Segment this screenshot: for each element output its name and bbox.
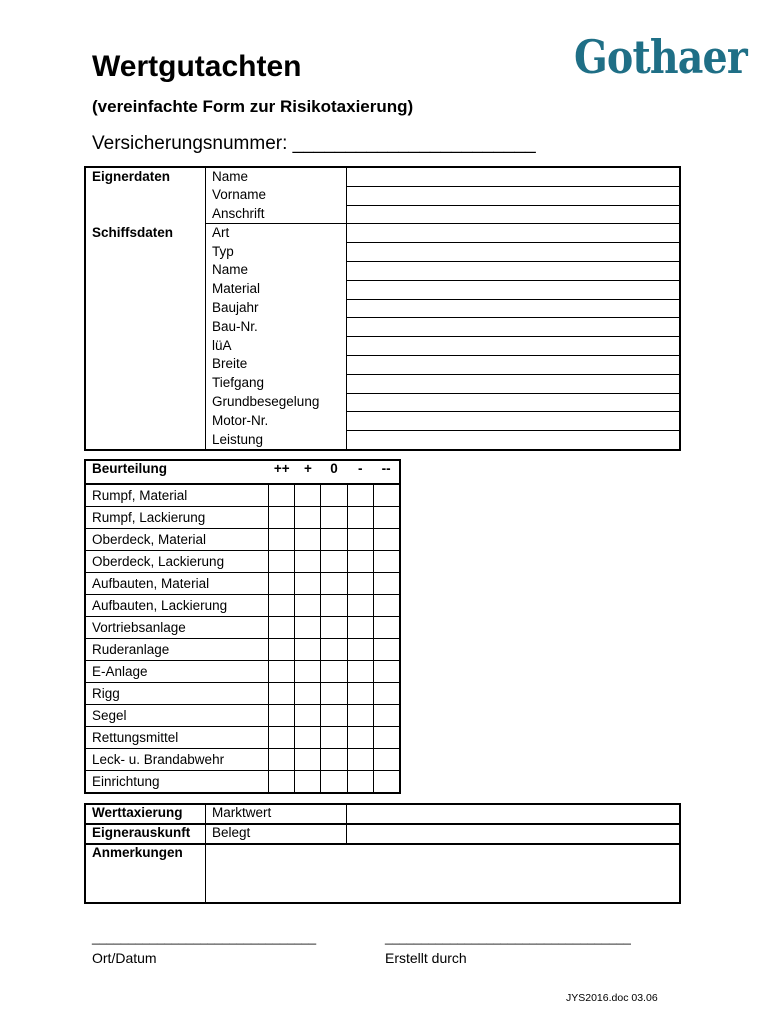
rating-checkbox[interactable] (373, 595, 400, 617)
rating-checkbox[interactable] (321, 749, 347, 771)
rating-checkbox[interactable] (295, 551, 321, 573)
field-label: lüA (206, 337, 347, 356)
field-label: Breite (206, 355, 347, 374)
rating-checkbox[interactable] (295, 595, 321, 617)
field-label: Anschrift (206, 205, 347, 224)
rating-checkbox[interactable] (269, 573, 295, 595)
rating-scale-label: 0 (321, 460, 347, 484)
rating-item-label: Oberdeck, Lackierung (85, 551, 269, 573)
field-value-input[interactable] (347, 280, 681, 299)
field-value-input[interactable] (347, 393, 681, 412)
field-value-input[interactable] (347, 186, 681, 205)
rating-checkbox[interactable] (295, 484, 321, 507)
rating-checkbox[interactable] (269, 683, 295, 705)
rating-checkbox[interactable] (373, 551, 400, 573)
rating-item-label: Rigg (85, 683, 269, 705)
rating-item-label: Vortriebsanlage (85, 617, 269, 639)
field-label: Vorname (206, 186, 347, 205)
rating-checkbox[interactable] (269, 529, 295, 551)
rating-item-label: Segel (85, 705, 269, 727)
rating-checkbox[interactable] (373, 529, 400, 551)
rating-checkbox[interactable] (373, 683, 400, 705)
rating-checkbox[interactable] (347, 507, 373, 529)
rating-checkbox[interactable] (269, 727, 295, 749)
rating-checkbox[interactable] (347, 771, 373, 794)
rating-row (85, 661, 400, 683)
field-label: Baujahr (206, 299, 347, 318)
group-label-vessel: Schiffsdaten (85, 224, 206, 450)
rating-item-label: Aufbauten, Material (85, 573, 269, 595)
rating-checkbox[interactable] (269, 617, 295, 639)
field-value-input[interactable] (347, 374, 681, 393)
document-footer: JYS2016.doc 03.06 (566, 992, 658, 1004)
rating-checkbox[interactable] (295, 771, 321, 794)
rating-checkbox[interactable] (321, 661, 347, 683)
group-label-owner: Eignerdaten (85, 167, 206, 224)
field-value-input[interactable] (347, 337, 681, 356)
remarks-input[interactable] (206, 844, 681, 903)
rating-item-label: Rumpf, Material (85, 484, 269, 507)
rating-scale-label: ++ (269, 460, 295, 484)
insurance-number-field[interactable]: Versicherungsnummer: _______________________ (92, 133, 536, 154)
rating-checkbox[interactable] (321, 727, 347, 749)
rating-checkbox[interactable] (373, 617, 400, 639)
rating-checkbox[interactable] (269, 484, 295, 507)
rating-checkbox[interactable] (373, 771, 400, 794)
rating-checkbox[interactable] (347, 705, 373, 727)
rating-table (84, 459, 401, 794)
field-label: Tiefgang (206, 374, 347, 393)
field-label: Marktwert (206, 804, 347, 824)
rating-scale-label: -- (373, 460, 400, 484)
field-label: Art (206, 224, 347, 243)
rating-checkbox[interactable] (269, 661, 295, 683)
rating-checkbox[interactable] (295, 705, 321, 727)
rating-header: Beurteilung (85, 460, 269, 484)
rating-checkbox[interactable] (373, 573, 400, 595)
rating-checkbox[interactable] (321, 639, 347, 661)
rating-item-label: Rettungsmittel (85, 727, 269, 749)
field-value-input[interactable] (347, 224, 681, 243)
rating-checkbox[interactable] (347, 639, 373, 661)
created-by-label: Erstellt durch (385, 950, 467, 966)
page-subtitle: (vereinfachte Form zur Risikotaxierung) (92, 97, 414, 116)
rating-checkbox[interactable] (321, 683, 347, 705)
field-value-input[interactable] (347, 167, 681, 186)
rating-checkbox[interactable] (295, 683, 321, 705)
rating-checkbox[interactable] (373, 749, 400, 771)
rating-checkbox[interactable] (269, 705, 295, 727)
rating-checkbox[interactable] (347, 727, 373, 749)
rating-checkbox[interactable] (295, 573, 321, 595)
rating-item-label: E-Anlage (85, 661, 269, 683)
rating-checkbox[interactable] (321, 529, 347, 551)
rating-checkbox[interactable] (373, 484, 400, 507)
rating-row (85, 595, 400, 617)
field-label: Name (206, 261, 347, 280)
rating-row (85, 507, 400, 529)
rating-checkbox[interactable] (269, 507, 295, 529)
signature-line-created-by[interactable]: __________________________________ (385, 930, 631, 945)
field-value-input[interactable] (347, 824, 681, 844)
rating-checkbox[interactable] (295, 639, 321, 661)
rating-checkbox[interactable] (295, 727, 321, 749)
rating-checkbox[interactable] (347, 595, 373, 617)
row-label: Anmerkungen (85, 844, 206, 903)
rating-row (85, 617, 400, 639)
rating-item-label: Aufbauten, Lackierung (85, 595, 269, 617)
field-value-input[interactable] (347, 261, 681, 280)
rating-scale-label: + (295, 460, 321, 484)
rating-checkbox[interactable] (321, 595, 347, 617)
rating-item-label: Einrichtung (85, 771, 269, 794)
rating-checkbox[interactable] (321, 573, 347, 595)
rating-checkbox[interactable] (373, 705, 400, 727)
rating-checkbox[interactable] (373, 727, 400, 749)
field-label: Belegt (206, 824, 347, 844)
field-value-input[interactable] (347, 318, 681, 337)
rating-checkbox[interactable] (373, 639, 400, 661)
place-date-label: Ort/Datum (92, 950, 157, 966)
rating-checkbox[interactable] (295, 507, 321, 529)
rating-item-label: Rumpf, Lackierung (85, 507, 269, 529)
rating-checkbox[interactable] (347, 749, 373, 771)
rating-checkbox[interactable] (295, 661, 321, 683)
rating-item-label: Leck- u. Brandabwehr (85, 749, 269, 771)
field-value-input[interactable] (347, 243, 681, 262)
field-label: Material (206, 280, 347, 299)
rating-row (85, 484, 400, 507)
field-value-input[interactable] (347, 355, 681, 374)
field-value-input[interactable] (347, 412, 681, 431)
field-value-input[interactable] (347, 205, 681, 224)
row-label: Werttaxierung (85, 804, 206, 824)
rating-checkbox[interactable] (321, 484, 347, 507)
field-label: Name (206, 167, 347, 186)
rating-checkbox[interactable] (321, 617, 347, 639)
rating-row (85, 727, 400, 749)
rating-checkbox[interactable] (347, 661, 373, 683)
field-label: Typ (206, 243, 347, 262)
rating-checkbox[interactable] (347, 573, 373, 595)
rating-checkbox[interactable] (347, 683, 373, 705)
row-label: Eignerauskunft (85, 824, 206, 844)
rating-checkbox[interactable] (321, 507, 347, 529)
field-label: Motor-Nr. (206, 412, 347, 431)
rating-checkbox[interactable] (373, 507, 400, 529)
rating-row (85, 683, 400, 705)
field-label: Grundbesegelung (206, 393, 347, 412)
rating-item-label: Oberdeck, Material (85, 529, 269, 551)
field-value-input[interactable] (347, 299, 681, 318)
rating-checkbox[interactable] (269, 595, 295, 617)
valuation-table (84, 803, 681, 904)
rating-row (85, 771, 400, 794)
gothaer-logo: Gothaer (574, 30, 747, 84)
signature-line-place-date[interactable]: _______________________________ (92, 930, 317, 945)
rating-row (85, 551, 400, 573)
rating-checkbox[interactable] (295, 617, 321, 639)
rating-row (85, 529, 400, 551)
rating-checkbox[interactable] (321, 705, 347, 727)
rating-checkbox[interactable] (269, 551, 295, 573)
rating-row (85, 639, 400, 661)
rating-checkbox[interactable] (321, 551, 347, 573)
rating-row (85, 573, 400, 595)
rating-row (85, 705, 400, 727)
rating-row (85, 749, 400, 771)
rating-checkbox[interactable] (347, 551, 373, 573)
rating-checkbox[interactable] (373, 661, 400, 683)
field-label: Bau-Nr. (206, 318, 347, 337)
rating-item-label: Ruderanlage (85, 639, 269, 661)
rating-checkbox[interactable] (295, 529, 321, 551)
rating-scale-label: - (347, 460, 373, 484)
rating-checkbox[interactable] (347, 617, 373, 639)
field-value-input[interactable] (347, 804, 681, 824)
rating-checkbox[interactable] (295, 749, 321, 771)
rating-checkbox[interactable] (321, 771, 347, 794)
rating-checkbox[interactable] (347, 484, 373, 507)
rating-checkbox[interactable] (269, 749, 295, 771)
field-label: Leistung (206, 431, 347, 450)
field-value-input[interactable] (347, 431, 681, 450)
page-title: Wertgutachten (92, 50, 302, 83)
rating-checkbox[interactable] (269, 771, 295, 794)
rating-checkbox[interactable] (347, 529, 373, 551)
rating-checkbox[interactable] (269, 639, 295, 661)
owner-vessel-table (84, 166, 681, 451)
